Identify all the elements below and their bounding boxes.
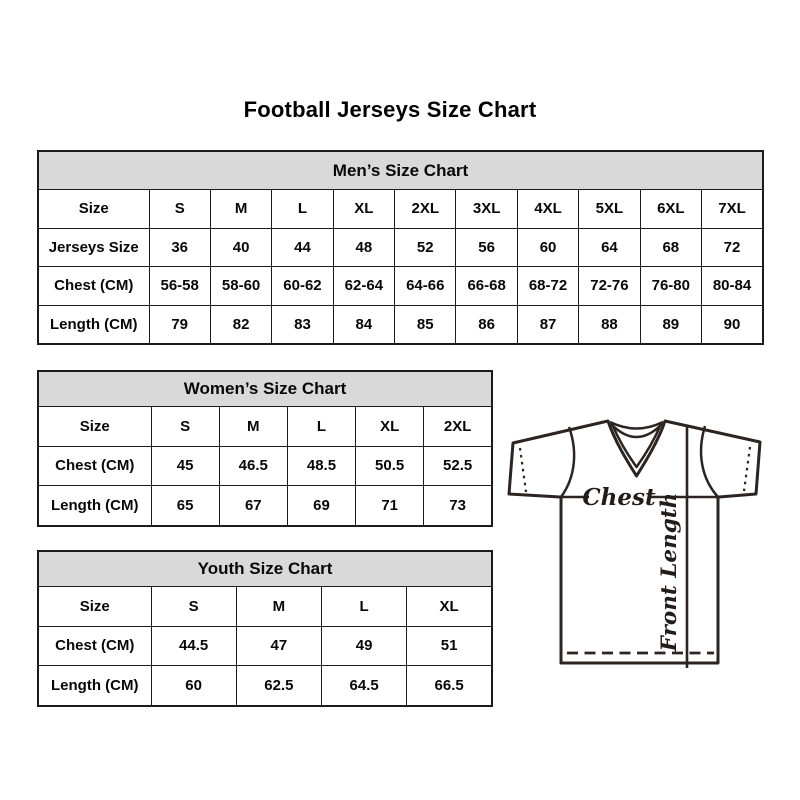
- value-cell: 60: [517, 228, 578, 267]
- jersey-measurement-diagram: [505, 412, 763, 670]
- value-cell: 3XL: [456, 190, 517, 229]
- value-cell: 65: [151, 486, 219, 526]
- value-cell: 4XL: [517, 190, 578, 229]
- value-cell: 50.5: [356, 446, 424, 486]
- value-cell: L: [322, 587, 407, 627]
- value-cell: 56-58: [149, 267, 210, 306]
- table-title-row: [38, 371, 492, 407]
- value-cell: 62.5: [236, 666, 321, 706]
- value-cell: L: [287, 407, 355, 447]
- value-cell: 72: [702, 228, 763, 267]
- row-label-cell: Jerseys Size: [38, 228, 149, 267]
- table-row: [38, 267, 763, 306]
- value-cell: 69: [287, 486, 355, 526]
- table-row: [38, 666, 492, 706]
- table-row: [38, 486, 492, 526]
- value-cell: XL: [356, 407, 424, 447]
- row-label-cell: Size: [38, 407, 151, 447]
- value-cell: M: [210, 190, 271, 229]
- value-cell: 40: [210, 228, 271, 267]
- mens-size-table: [37, 150, 764, 345]
- value-cell: L: [272, 190, 333, 229]
- table-title: Youth Size Chart: [38, 551, 492, 587]
- value-cell: 83: [272, 305, 333, 344]
- value-cell: 76-80: [640, 267, 701, 306]
- value-cell: XL: [333, 190, 394, 229]
- value-cell: S: [151, 407, 219, 447]
- value-cell: 36: [149, 228, 210, 267]
- left-cuff-stitch-line: [520, 448, 526, 492]
- value-cell: XL: [407, 587, 492, 627]
- value-cell: 85: [395, 305, 456, 344]
- value-cell: 44: [272, 228, 333, 267]
- table-row: [38, 407, 492, 447]
- value-cell: 86: [456, 305, 517, 344]
- value-cell: 66.5: [407, 666, 492, 706]
- value-cell: 80-84: [702, 267, 763, 306]
- table-row: [38, 587, 492, 627]
- value-cell: 48.5: [287, 446, 355, 486]
- right-sleeve-seam: [701, 426, 718, 497]
- value-cell: 2XL: [395, 190, 456, 229]
- value-cell: 6XL: [640, 190, 701, 229]
- table-row: [38, 626, 492, 666]
- collar-back-arc-1: [610, 422, 663, 429]
- value-cell: 66-68: [456, 267, 517, 306]
- value-cell: 79: [149, 305, 210, 344]
- value-cell: 2XL: [424, 407, 492, 447]
- value-cell: 88: [579, 305, 640, 344]
- value-cell: 60-62: [272, 267, 333, 306]
- row-label-cell: Length (CM): [38, 486, 151, 526]
- row-label-cell: Size: [38, 587, 151, 627]
- value-cell: 84: [333, 305, 394, 344]
- value-cell: 89: [640, 305, 701, 344]
- row-label-cell: Length (CM): [38, 305, 149, 344]
- table-title: Men’s Size Chart: [38, 151, 763, 190]
- table-title-row: [38, 551, 492, 587]
- value-cell: S: [151, 587, 236, 627]
- value-cell: S: [149, 190, 210, 229]
- right-cuff-stitch-line: [744, 447, 750, 491]
- value-cell: 52.5: [424, 446, 492, 486]
- value-cell: 45: [151, 446, 219, 486]
- table-row: [38, 228, 763, 267]
- value-cell: 49: [322, 626, 407, 666]
- table-row: [38, 305, 763, 344]
- value-cell: 60: [151, 666, 236, 706]
- value-cell: 58-60: [210, 267, 271, 306]
- table-row: [38, 190, 763, 229]
- left-sleeve-seam: [561, 427, 574, 497]
- value-cell: 73: [424, 486, 492, 526]
- value-cell: 64-66: [395, 267, 456, 306]
- value-cell: 68-72: [517, 267, 578, 306]
- value-cell: 7XL: [702, 190, 763, 229]
- value-cell: 56: [456, 228, 517, 267]
- value-cell: 47: [236, 626, 321, 666]
- row-label-cell: Chest (CM): [38, 446, 151, 486]
- value-cell: 72-76: [579, 267, 640, 306]
- chest-label: Chest: [582, 484, 656, 511]
- value-cell: 51: [407, 626, 492, 666]
- value-cell: 62-64: [333, 267, 394, 306]
- value-cell: 90: [702, 305, 763, 344]
- row-label-cell: Chest (CM): [38, 267, 149, 306]
- front-length-label: Front Length: [657, 492, 682, 652]
- page-title: Football Jerseys Size Chart: [243, 97, 537, 122]
- row-label-cell: Chest (CM): [38, 626, 151, 666]
- value-cell: 46.5: [219, 446, 287, 486]
- value-cell: M: [219, 407, 287, 447]
- value-cell: 52: [395, 228, 456, 267]
- value-cell: 48: [333, 228, 394, 267]
- youth-size-table: [37, 550, 493, 707]
- value-cell: 44.5: [151, 626, 236, 666]
- womens-size-table: [37, 370, 493, 527]
- row-label-cell: Size: [38, 190, 149, 229]
- value-cell: 64: [579, 228, 640, 267]
- table-title-row: [38, 151, 763, 190]
- value-cell: 87: [517, 305, 578, 344]
- table-title: Women’s Size Chart: [38, 371, 492, 407]
- value-cell: 64.5: [322, 666, 407, 706]
- value-cell: 68: [640, 228, 701, 267]
- value-cell: 67: [219, 486, 287, 526]
- value-cell: 5XL: [579, 190, 640, 229]
- value-cell: 71: [356, 486, 424, 526]
- value-cell: M: [236, 587, 321, 627]
- value-cell: 82: [210, 305, 271, 344]
- jersey-outline: [509, 421, 760, 663]
- row-label-cell: Length (CM): [38, 666, 151, 706]
- table-row: [38, 446, 492, 486]
